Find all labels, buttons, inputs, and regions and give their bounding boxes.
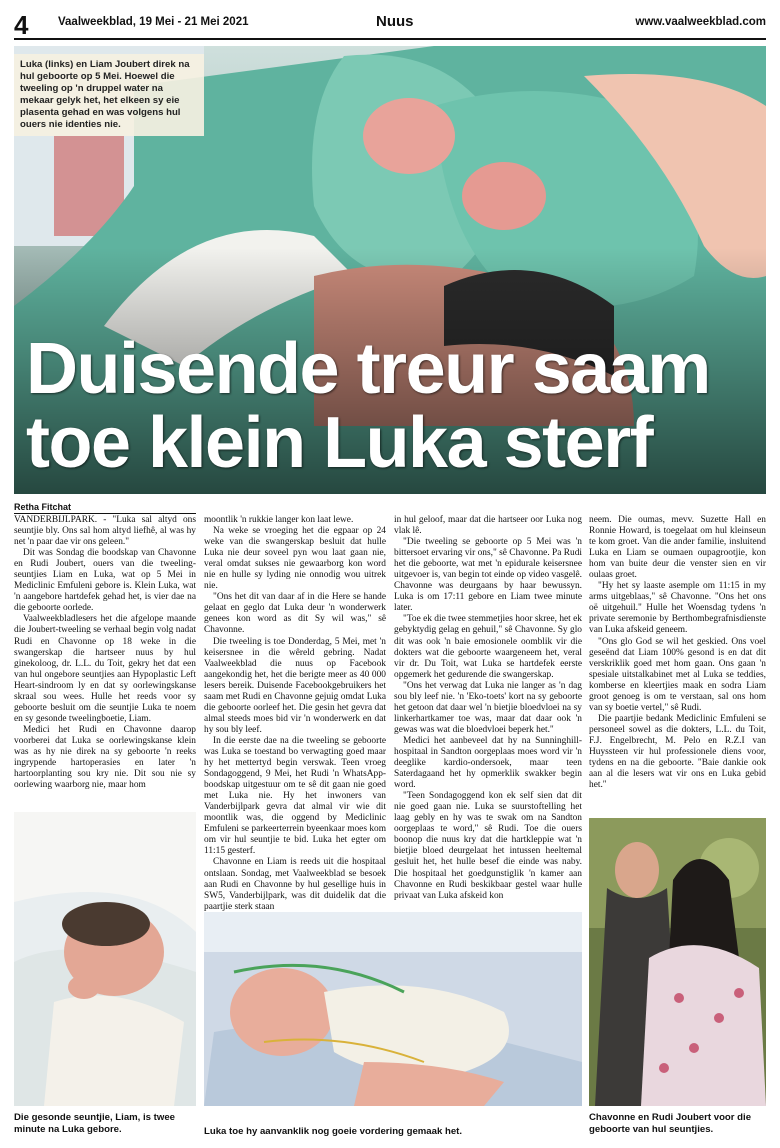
caption-parents: Chavonne en Rudi Joubert voor die geboorte van hul seuntjies. bbox=[589, 1112, 752, 1135]
byline: Retha Fitchat bbox=[14, 502, 196, 514]
paragraph: Dit was Sondag die boodskap van Chavonne en Rudi Joubert, ouers van die tweeling-seuntjies Liam en Luka, wat op 5 Mei in Mediclinic Emfuleni gebore is. Klein Luka, wat 'n aangebore hartdefek gehad het, is vier dae na die geboorte oorlede. bbox=[14, 548, 196, 614]
page-number: 4 bbox=[14, 10, 29, 40]
paragraph: VANDERBIJLPARK. - "Luka sal altyd ons seuntjie bly. Ons sal hom altyd liefhê, al was hy net 'n paar dae vir ons geleen." bbox=[14, 515, 196, 548]
paragraph: neem. Die oumas, mevv. Suzette Hall en Ronnie Howard, is toegelaat om hul kleinseun te kom groet. Van die ander familie, insluitend Luka en Liam se oumaen oupagrootjie, kon hom van buite deur die venster sien en vir oulaas groet. bbox=[589, 515, 766, 581]
headline-line-1: Duisende treur saam bbox=[26, 329, 710, 409]
paragraph: In die eerste dae na die tweeling se geboorte was Luka se toestand bo verwagting goed maar hy het mettertyd begin verswak. Teen vroeg Sondagoggend, 9 Mei, het Rudi 'n WhatsApp-boodskap uitgestuur om te sê dit gaan nie goed met Luka nie. Hy het inwoners van Vanderbijlpark gevra dat almal vir wie dit moontlik was, die oggend by Mediclinic Emfuleni se parkeerterrein byeenkaar moes kom om vir hul seuntjie te bid. Luka het egter om 11:15 gesterf. bbox=[204, 735, 386, 857]
article-column-1 bbox=[14, 515, 196, 807]
article-column-2 bbox=[204, 515, 386, 911]
page-header bbox=[14, 10, 766, 40]
headline bbox=[26, 329, 766, 483]
section-title: Nuus bbox=[376, 13, 414, 30]
headline-line-2: toe klein Luka sterf bbox=[26, 403, 653, 483]
article-column-3 bbox=[394, 515, 582, 911]
paragraph: "Hy het sy laaste asemple om 11:15 in my arms uitgeblaas," sê Chavonne. "Ons het ons oë uitgehuil." Hulle het Woensdag tydens 'n private seremonie by Berthombegrafnisdienste van Luka afskeid geneem. bbox=[589, 581, 766, 636]
paragraph: "Die tweeling se geboorte op 5 Mei was 'n bittersoet ervaring vir ons," sê Chavonne. Pa Rudi het die geboorte, wat met 'n epidurale keisersnee uitgevoer is, van begin tot einde op video vasgelê. Chavonne was deurgaans by haar bewussyn. Luka is om 17:11 gebore en Liam twee minute later. bbox=[394, 537, 582, 614]
paragraph: "Teen Sondagoggend kon ek self sien dat dit nie goed gaan nie. Luka se suurstoftelling het laag gebly en hy was te swak om na Sandton oorgeplaas te word," sê Rudi. Toe die ouers boonop die nuus kry dat die hartkleppie wat 'n bietjie bloed deurgelaat het intussen heeltemal gesluit het, het hulle besef die einde was naby. Die hospitaal het goedgunstiglik 'n kamer aan Chavonne en Rudi beskikbaar gestel waar hulle privaat van Luka afskeid kon bbox=[394, 791, 582, 901]
photo-liam bbox=[14, 812, 196, 1106]
photo-luka-illustration bbox=[204, 912, 582, 1106]
paragraph: in hul geloof, maar dat die hartseer oor Luka nog vlak lê. bbox=[394, 515, 582, 537]
paragraph: Na weke se vroeging het die egpaar op 24 weke van die swangerskap besluit dat hulle Luka nie deur soveel pyn wou laat gaan nie, veral omdat sukses nie gewaarborg kon word nie en hulle sy lyding nie onnodig wou uitrek nie. bbox=[204, 526, 386, 592]
paragraph: Vaalweekbladlesers het die afgelope maande die Joubert-tweeling se verhaal begin volg nadat Rudi en Chavonne op 18 weke in die swangerskap die hartseer nuus by hul ginekoloog, dr. L.L. du Toit, gekry het dat een van hul ongebore seuntjies aan Hypoplastic Left Heart-sindroom ly en dat sy oorlewingskanse skraal sou wees. Hulle het reeds voor sy geboorte besluit om die seuntjie Luka te noem en sy gesonde tweelingboetie, Liam. bbox=[14, 614, 196, 724]
paragraph: "Ons het verwag dat Luka nie langer as 'n dag sou bly leef nie. 'n 'Eko-toets' kort na sy geboorte het getoon dat daar wel 'n bietjie bloedvloei na sy linkerhartkamer toe was, maar dat daar ook 'n gewas was wat die bloedvloei beperk het." bbox=[394, 680, 582, 735]
paragraph: moontlik 'n rukkie langer kon laat lewe. bbox=[204, 515, 354, 525]
photo-parents bbox=[589, 818, 766, 1106]
hero-photo bbox=[14, 46, 766, 494]
caption-liam: Die gesonde seuntjie, Liam, is twee minute na Luka gebore. bbox=[14, 1112, 176, 1135]
caption-luka: Luka toe hy aanvanklik nog goeie vordering gemaak het. bbox=[204, 1126, 463, 1137]
paragraph: "Ons het dit van daar af in die Here se hande gelaat en geglo dat Luka deur 'n wonderwerk genees kon word as dit Sy wil was," sê Chavonne. bbox=[204, 592, 386, 636]
photo-parents-illustration bbox=[589, 818, 766, 1106]
article-column-4 bbox=[589, 515, 766, 815]
photo-liam-illustration bbox=[14, 812, 196, 1106]
hero-caption: Luka (links) en Liam Joubert direk na hul geboorte op 5 Mei. Hoewel die tweeling op 'n druppel water na mekaar gelyk het, het elkeen sy eie plasenta gehad en was volgens hul ouers nie identies nie. bbox=[14, 54, 204, 136]
website-url: www.vaalweekblad.com bbox=[635, 16, 766, 28]
paragraph: Die paartjie bedank Mediclinic Emfuleni se personeel sowel as die dokters, L.L. du Toit, F.J. Engelbrecht, M. Pelo en R.Z.I van Huyssteen vir hul professionele diens voor, tydens en na die geboorte. "Baie dankie ook aan al die lesers wat vir ons en Luka gebid het." bbox=[589, 713, 766, 791]
paragraph: Die tweeling is toe Donderdag, 5 Mei, met 'n keisersnee in die wêreld gebring. Nadat Vaalweekblad die nuus op Facebook aangekondig het, het die berigte meer as 40 000 lesers bereik. Duisende Facebookgebruikers het saam met Rudi en Chavonne gejuig omdat Luka die geboorte oorleef het. Die gesin het gevra dat almal steeds moes bid vir 'n wonderwerk en dat hy sou bly leef. bbox=[204, 636, 386, 735]
paragraph: "Ons glo God se wil het geskied. Ons voel geseënd dat Liam 100% gesond is en dat dit verskriklik goed met hom gaan. Ons gaan 'n spesiale uitstalkabinet met al Luka se teddies, komberse en kleertjies maak en sodra Liam groot genoeg is om te verstaan, sal ons hom van sy boetie vertel," sê Rudi. bbox=[589, 636, 766, 713]
paragraph: "Toe ek die twee stemmetjies hoor skree, het ek gebyktydig gelag en gehuil," sê Chavonne. Sy glo dit was ook 'n baie emosionele oomblik vir die dokters wat die geboorte waargeneem het, veral vir dr. Du Toit, wat Luka se hartdefek eerste opgemerk het gedurende die swangerskap. bbox=[394, 614, 582, 680]
paragraph: Chavonne en Liam is reeds uit die hospitaal ontslaan. Sondag, met Vaalweekblad se besoek aan Rudi en Chavonne by hul gesellige huis in SW5, Vanderbijlpark, was dit duidelik dat die paartjie sterk staan bbox=[204, 857, 386, 911]
paragraph: Medici het aanbeveel dat hy na Sunninghill-hospitaal in Sandton oorgeplaas moes word vir 'n deeglike kardio-ondersoek, maar teen Saterdagaand het hy opmerklik swakker begin word. bbox=[394, 735, 582, 791]
publication-date: Vaalweekblad, 19 Mei - 21 Mei 2021 bbox=[58, 16, 249, 28]
paragraph: Medici het Rudi en Chavonne daarop voorberei dat Luka se oorlewingskanse klein was as hy nie direk na sy geboorte 'n reeks ingrypende hartoperasies en later 'n hartoorplanting sou kry nie. Dit sou nie sy oorlewing waarborg nie, maar hom bbox=[14, 724, 196, 791]
photo-luka bbox=[204, 912, 582, 1106]
